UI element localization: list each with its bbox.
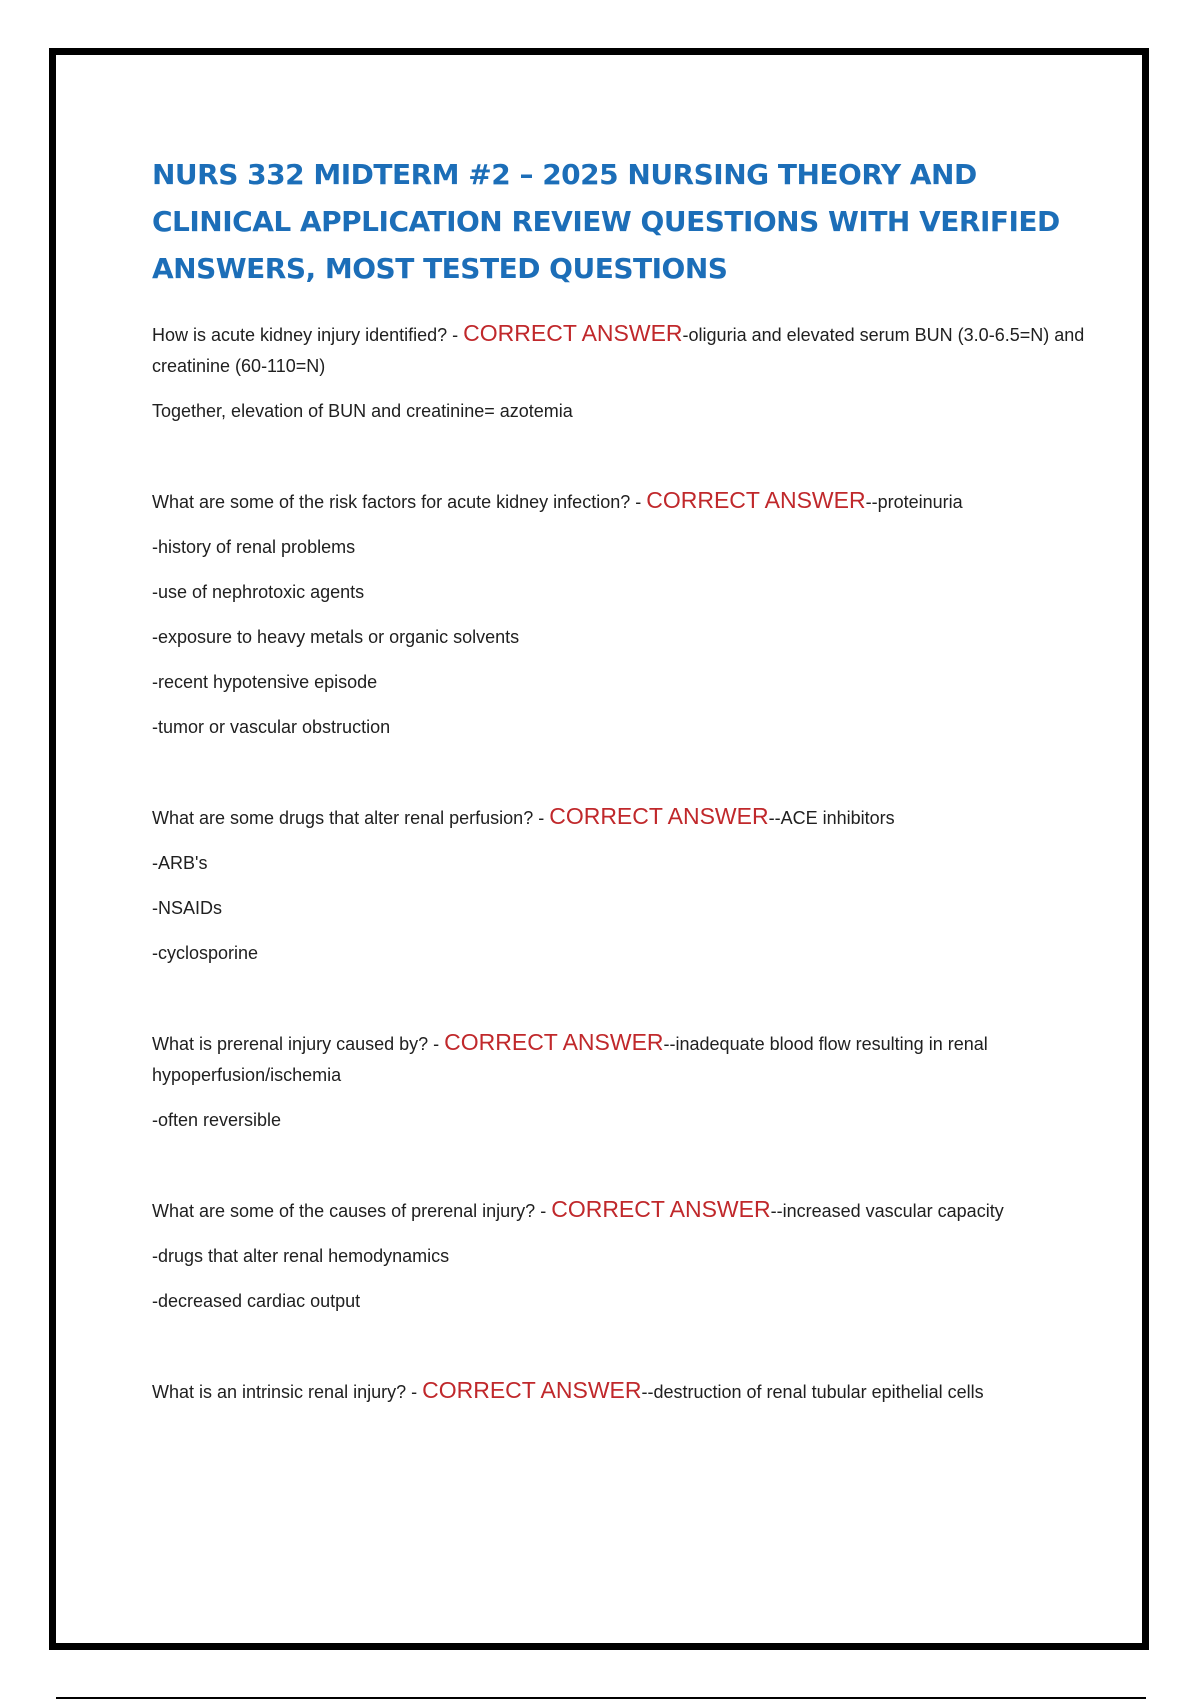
answer-detail: -tumor or vascular obstruction [152,717,391,737]
answer-detail: -often reversible [152,1110,282,1130]
question-text: What are some drugs that alter renal perfusion? - [152,808,550,828]
question-text: What is an intrinsic renal injury? - [152,1382,423,1402]
question-answer-line [152,318,1102,382]
question-text: What are some of the risk factors for acute kidney infection? - [152,492,647,512]
answer-text: --inadequate blood flow resulting in renal hypoperfusion/ischemia [152,1034,988,1085]
answer-detail: -history of renal problems [152,537,356,557]
document-content [152,151,1102,1466]
qa-item [152,1027,1102,1136]
answer-detail: -use of nephrotoxic agents [152,582,365,602]
answer-label: CORRECT ANSWER [551,1196,771,1222]
page-frame [49,48,1149,1650]
question-text: What are some of the causes of prerenal injury? - [152,1201,552,1221]
question-text: What is prerenal injury caused by? - [152,1034,445,1054]
answer-label: CORRECT ANSWER [422,1377,642,1403]
answer-detail: -exposure to heavy metals or organic solvents [152,627,520,647]
question-answer-line [152,1375,1102,1408]
answer-detail: -recent hypotensive episode [152,672,378,692]
answer-label: CORRECT ANSWER [646,487,866,513]
page-title: NURS 332 MIDTERM #2 – 2025 NURSING THEORY AND CLINICAL APPLICATION REVIEW QUESTIONS WITH VERIFIED ANSWERS, MOST TESTED QUESTIONS [152,158,1060,285]
answer-label: CORRECT ANSWER [444,1029,664,1055]
qa-item [152,1375,1102,1408]
answer-detail: Together, elevation of BUN and creatinine= azotemia [152,401,573,421]
answer-text: --proteinuria [865,492,963,512]
qa-item [152,1194,1102,1317]
answer-text: -oliguria and elevated serum BUN (3.0-6.5=N) and creatinine (60-110=N) [152,325,1085,376]
answer-text: --increased vascular capacity [770,1201,1004,1221]
question-answer-line [152,485,1102,518]
answer-detail: -decreased cardiac output [152,1291,361,1311]
answer-text: --ACE inhibitors [768,808,895,828]
answer-label: CORRECT ANSWER [463,320,683,346]
question-answer-line [152,1027,1102,1091]
answer-detail: -NSAIDs [152,898,223,918]
qa-item [152,801,1102,969]
question-answer-line [152,801,1102,834]
answer-label: CORRECT ANSWER [549,803,769,829]
answer-text: --destruction of renal tubular epithelial cells [641,1382,984,1402]
qa-item [152,318,1102,427]
answer-detail: -drugs that alter renal hemodynamics [152,1246,450,1266]
qa-item [152,485,1102,743]
answer-detail: -ARB's [152,853,208,873]
answer-detail: -cyclosporine [152,943,259,963]
question-text: How is acute kidney injury identified? - [152,325,464,345]
page-bottom-rule [56,1697,1146,1699]
question-answer-line [152,1194,1102,1227]
